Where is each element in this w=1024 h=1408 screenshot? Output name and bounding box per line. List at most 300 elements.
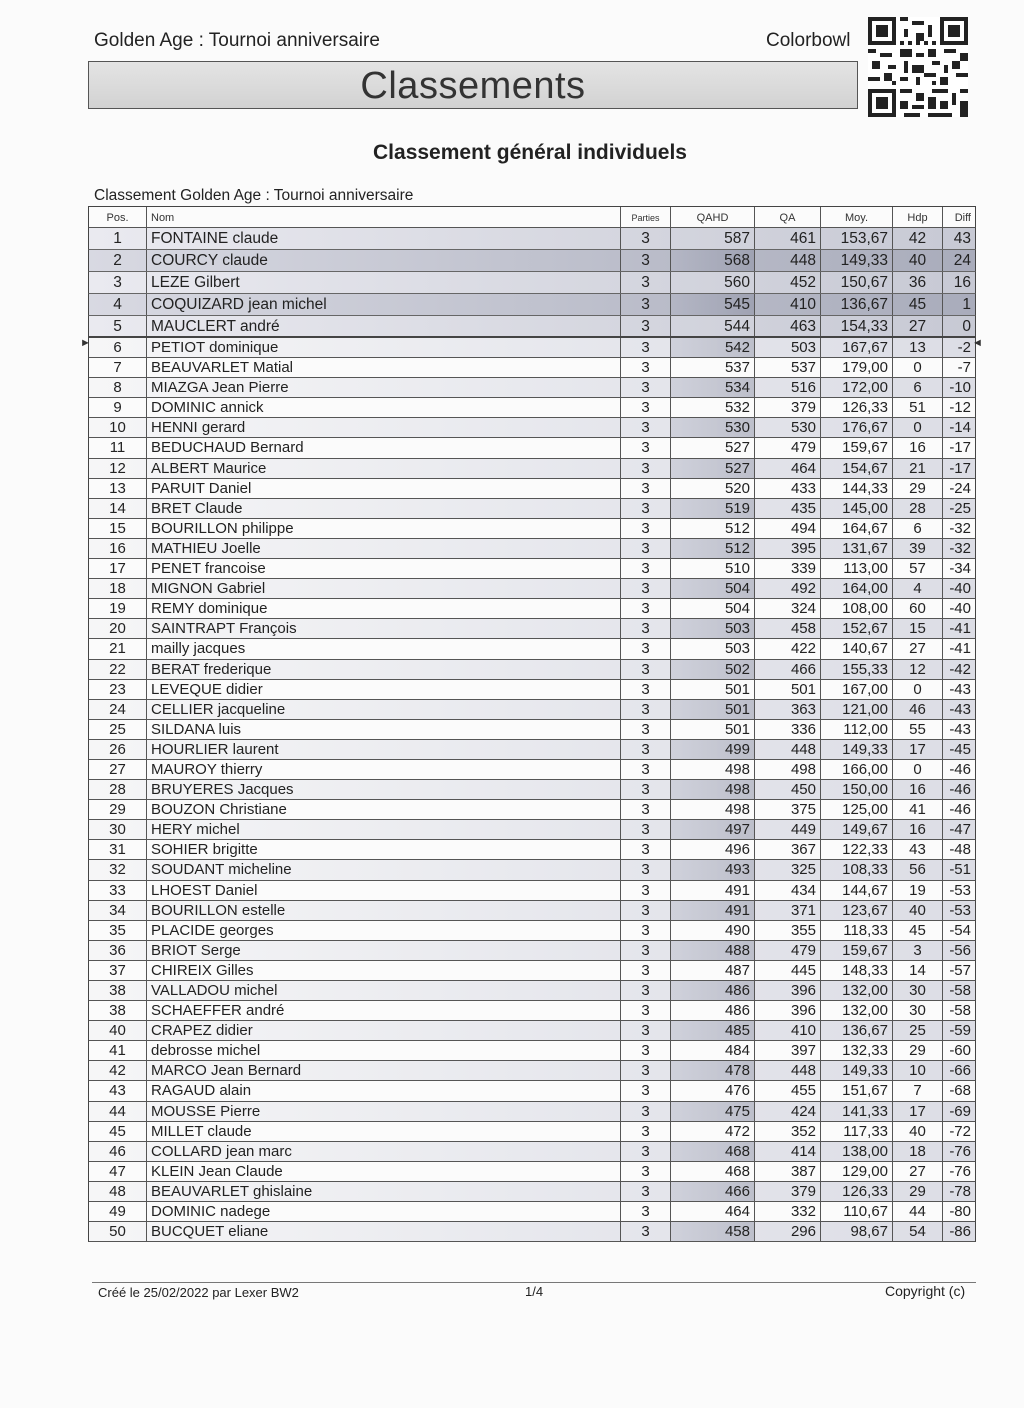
cell-qahd: 502: [671, 660, 755, 679]
cell-name: HENNI gerard: [147, 418, 621, 437]
cell-handicap: 25: [893, 1021, 943, 1040]
cell-pos: 7: [89, 358, 147, 377]
cell-average: 159,67: [821, 438, 893, 457]
table-row: [88, 1021, 976, 1041]
cell-qahd: 475: [671, 1102, 755, 1121]
cell-pos: 10: [89, 418, 147, 437]
cell-average: 132,00: [821, 1001, 893, 1020]
cell-pos: 15: [89, 519, 147, 538]
cell-games: 3: [621, 760, 671, 779]
cell-average: 129,00: [821, 1162, 893, 1181]
cell-pos: 1: [89, 228, 147, 249]
cell-qa: 461: [755, 228, 821, 249]
cell-average: 148,33: [821, 961, 893, 980]
table-row: [88, 860, 976, 880]
cell-diff: -45: [949, 740, 971, 758]
cell-average: 136,67: [821, 294, 893, 315]
cell-qahd: 530: [671, 418, 755, 437]
cell-games: 3: [621, 820, 671, 839]
cell-qa: 352: [755, 1122, 821, 1141]
table-row: [88, 519, 976, 539]
cell-qahd: 488: [671, 941, 755, 960]
cell-handicap: 6: [893, 519, 943, 538]
cell-handicap: 4: [893, 579, 943, 598]
cell-handicap: 29: [893, 1182, 943, 1201]
cell-average: 164,00: [821, 579, 893, 598]
cell-qa: 530: [755, 418, 821, 437]
cell-pos: 40: [89, 1021, 147, 1040]
cell-pos: 29: [89, 800, 147, 819]
cell-name: SAINTRAPT François: [147, 619, 621, 638]
cell-handicap: 40: [893, 901, 943, 920]
cell-handicap: 27: [893, 639, 943, 658]
cell-handicap: 42: [893, 228, 943, 249]
cell-average: 167,00: [821, 680, 893, 699]
cell-diff: -14: [949, 419, 971, 437]
venue-name: Colorbowl: [766, 30, 851, 51]
cell-games: 3: [621, 921, 671, 940]
cell-pos: 44: [89, 1102, 147, 1121]
cell-name: BRUYERES Jacques: [147, 780, 621, 799]
cell-average: 153,67: [821, 228, 893, 249]
cell-diff: -56: [949, 941, 971, 959]
cell-diff: -46: [949, 760, 971, 778]
table-row: [88, 599, 976, 619]
cell-qa: 395: [755, 539, 821, 558]
table-row: [88, 820, 976, 840]
cell-qa: 501: [755, 680, 821, 699]
cell-average: 150,00: [821, 780, 893, 799]
cell-pos: 36: [89, 941, 147, 960]
cell-average: 145,00: [821, 499, 893, 518]
cell-average: 126,33: [821, 398, 893, 417]
cell-pos: 48: [89, 1182, 147, 1201]
cell-average: 132,33: [821, 1041, 893, 1060]
cell-average: 136,67: [821, 1021, 893, 1040]
cell-qahd: 486: [671, 981, 755, 1000]
cell-pos: 47: [89, 1162, 147, 1181]
cell-qa: 435: [755, 499, 821, 518]
cell-pos: 41: [89, 1041, 147, 1060]
cell-games: 3: [621, 740, 671, 759]
cell-qa: 396: [755, 981, 821, 1000]
cell-average: 141,33: [821, 1102, 893, 1121]
cell-qa: 494: [755, 519, 821, 538]
cell-qahd: 493: [671, 860, 755, 879]
cell-handicap: 44: [893, 1202, 943, 1221]
cell-qahd: 472: [671, 1122, 755, 1141]
cell-qa: 449: [755, 820, 821, 839]
cell-games: 3: [621, 1061, 671, 1080]
cell-diff: -17: [949, 459, 971, 477]
cell-average: 121,00: [821, 700, 893, 719]
cell-handicap: 55: [893, 720, 943, 739]
cell-diff: -54: [949, 921, 971, 939]
table-row: [88, 619, 976, 639]
cell-diff: 1: [962, 296, 971, 313]
cell-handicap: 30: [893, 1001, 943, 1020]
cell-handicap: 17: [893, 740, 943, 759]
cell-name: MATHIEU Joelle: [147, 539, 621, 558]
cell-handicap: 43: [893, 840, 943, 859]
cell-handicap: 46: [893, 700, 943, 719]
table-row: [88, 1142, 976, 1162]
cell-qahd: 485: [671, 1021, 755, 1040]
table-row: [88, 921, 976, 941]
cell-games: 3: [621, 559, 671, 578]
cell-pos: 13: [89, 479, 147, 498]
cell-handicap: 56: [893, 860, 943, 879]
cell-pos: 38: [89, 981, 147, 1000]
table-row: [88, 1122, 976, 1142]
cell-qahd: 486: [671, 1001, 755, 1020]
cell-diff: -72: [949, 1122, 971, 1140]
cell-games: 3: [621, 250, 671, 271]
cell-diff: -2: [957, 339, 971, 356]
cell-handicap: 16: [893, 780, 943, 799]
cell-qa: 516: [755, 378, 821, 397]
cell-qahd: 466: [671, 1182, 755, 1201]
table-row: [88, 438, 976, 458]
cell-pos: 11: [89, 438, 147, 457]
cell-average: 164,67: [821, 519, 893, 538]
cell-games: 3: [621, 228, 671, 249]
cell-qahd: 458: [671, 1222, 755, 1241]
cell-pos: 35: [89, 921, 147, 940]
cell-pos: 30: [89, 820, 147, 839]
table-row: [88, 1001, 976, 1021]
cell-name: PENET francoise: [147, 559, 621, 578]
cell-handicap: 0: [893, 358, 943, 377]
table-row: [88, 981, 976, 1001]
cell-average: 140,67: [821, 639, 893, 658]
cell-qahd: 501: [671, 680, 755, 699]
cell-qa: 448: [755, 1061, 821, 1080]
cell-average: 154,67: [821, 459, 893, 478]
table-row: [88, 479, 976, 499]
col-header-average: Moy.: [821, 207, 893, 227]
cell-qa: 397: [755, 1041, 821, 1060]
footer-page-number: 1/4: [525, 1284, 544, 1299]
table-row: [88, 579, 976, 599]
cell-qahd: 498: [671, 800, 755, 819]
cell-name: MARCO Jean Bernard: [147, 1061, 621, 1080]
cell-diff: -41: [949, 640, 971, 658]
cell-handicap: 0: [893, 418, 943, 437]
cell-diff: -68: [949, 1082, 971, 1100]
cell-diff: 24: [953, 252, 971, 269]
cell-qahd: 537: [671, 358, 755, 377]
cell-name: REMY dominique: [147, 599, 621, 618]
cell-name: SOHIER brigitte: [147, 840, 621, 859]
table-row: [88, 272, 976, 294]
cell-name: DOMINIC annick: [147, 398, 621, 417]
cell-name: CHIREIX Gilles: [147, 961, 621, 980]
cell-handicap: 19: [893, 881, 943, 900]
cell-games: 3: [621, 1222, 671, 1241]
cell-name: BRIOT Serge: [147, 941, 621, 960]
cell-handicap: 12: [893, 660, 943, 679]
cell-qa: 332: [755, 1202, 821, 1221]
cell-handicap: 16: [893, 438, 943, 457]
cell-pos: 19: [89, 599, 147, 618]
cell-pos: 34: [89, 901, 147, 920]
cell-diff: 43: [953, 230, 971, 247]
cell-qahd: 512: [671, 539, 755, 558]
cell-games: 3: [621, 1081, 671, 1100]
cell-games: 3: [621, 1202, 671, 1221]
cell-pos: 49: [89, 1202, 147, 1221]
cell-average: 151,67: [821, 1081, 893, 1100]
cell-qa: 424: [755, 1102, 821, 1121]
cell-average: 132,00: [821, 981, 893, 1000]
cell-games: 3: [621, 579, 671, 598]
cell-qa: 492: [755, 579, 821, 598]
cell-pos: 32: [89, 860, 147, 879]
cell-name: FONTAINE claude: [147, 228, 621, 249]
cell-qa: 448: [755, 250, 821, 271]
cell-qa: 479: [755, 941, 821, 960]
cell-qahd: 503: [671, 639, 755, 658]
cell-average: 149,33: [821, 1061, 893, 1080]
table-row: [88, 1061, 976, 1081]
cell-qa: 479: [755, 438, 821, 457]
cell-qahd: 491: [671, 901, 755, 920]
cell-qahd: 491: [671, 881, 755, 900]
cell-qa: 325: [755, 860, 821, 879]
cell-qahd: 468: [671, 1162, 755, 1181]
table-header-row: [88, 206, 976, 228]
cell-diff: -12: [949, 399, 971, 417]
cell-qa: 464: [755, 459, 821, 478]
cell-diff: -40: [949, 600, 971, 618]
cell-diff: 0: [962, 318, 971, 335]
cell-handicap: 17: [893, 1102, 943, 1121]
cell-diff: -46: [949, 801, 971, 819]
cell-qa: 452: [755, 272, 821, 293]
cell-diff: -48: [949, 841, 971, 859]
cell-handicap: 14: [893, 961, 943, 980]
cell-games: 3: [621, 881, 671, 900]
table-row: [88, 499, 976, 519]
cell-diff: -46: [949, 781, 971, 799]
cell-name: COLLARD jean marc: [147, 1142, 621, 1161]
cell-pos: 26: [89, 740, 147, 759]
cell-qa: 434: [755, 881, 821, 900]
cell-average: 126,33: [821, 1182, 893, 1201]
cell-handicap: 29: [893, 1041, 943, 1060]
col-header-pos: Pos.: [89, 207, 147, 227]
cell-diff: -17: [949, 439, 971, 457]
cell-qa: 466: [755, 660, 821, 679]
cell-pos: 23: [89, 680, 147, 699]
cell-handicap: 41: [893, 800, 943, 819]
cell-handicap: 3: [893, 941, 943, 960]
cell-qahd: 587: [671, 228, 755, 249]
cell-name: BOURILLON philippe: [147, 519, 621, 538]
cell-games: 3: [621, 1122, 671, 1141]
cell-average: 150,67: [821, 272, 893, 293]
cell-games: 3: [621, 800, 671, 819]
cell-qahd: 468: [671, 1142, 755, 1161]
cell-handicap: 27: [893, 1162, 943, 1181]
cell-average: 112,00: [821, 720, 893, 739]
cell-average: 152,67: [821, 619, 893, 638]
table-row: [88, 1081, 976, 1101]
cell-name: BOUZON Christiane: [147, 800, 621, 819]
cell-diff: -66: [949, 1062, 971, 1080]
cell-pos: 37: [89, 961, 147, 980]
table-row: [88, 881, 976, 901]
table-row: [88, 961, 976, 981]
cell-diff: -32: [949, 539, 971, 557]
cell-handicap: 28: [893, 499, 943, 518]
cell-handicap: 57: [893, 559, 943, 578]
cell-name: CELLIER jacqueline: [147, 700, 621, 719]
cell-games: 3: [621, 1102, 671, 1121]
table-row: [88, 378, 976, 398]
cell-average: 154,33: [821, 316, 893, 336]
cell-diff: -58: [949, 1002, 971, 1020]
cell-qahd: 504: [671, 599, 755, 618]
cell-qahd: 532: [671, 398, 755, 417]
cell-diff: -34: [949, 560, 971, 578]
cell-average: 149,33: [821, 740, 893, 759]
cell-qahd: 498: [671, 780, 755, 799]
cell-average: 123,67: [821, 901, 893, 920]
cell-average: 167,67: [821, 338, 893, 357]
cell-games: 3: [621, 378, 671, 397]
cell-qa: 387: [755, 1162, 821, 1181]
cell-handicap: 45: [893, 921, 943, 940]
cell-average: 144,67: [821, 881, 893, 900]
cell-pos: 42: [89, 1061, 147, 1080]
cell-average: 122,33: [821, 840, 893, 859]
cell-name: LEZE Gilbert: [147, 272, 621, 293]
cell-qa: 367: [755, 840, 821, 859]
cell-qahd: 545: [671, 294, 755, 315]
table-row: [88, 780, 976, 800]
cell-name: debrosse michel: [147, 1041, 621, 1060]
cell-name: COQUIZARD jean michel: [147, 294, 621, 315]
cell-games: 3: [621, 479, 671, 498]
table-row: [88, 740, 976, 760]
cell-pos: 38: [89, 1001, 147, 1020]
cell-pos: 25: [89, 720, 147, 739]
cell-name: VALLADOU michel: [147, 981, 621, 1000]
cell-games: 3: [621, 901, 671, 920]
cell-qa: 324: [755, 599, 821, 618]
cell-name: MIAZGA Jean Pierre: [147, 378, 621, 397]
cell-average: 125,00: [821, 800, 893, 819]
cell-qahd: 490: [671, 921, 755, 940]
cell-qa: 379: [755, 398, 821, 417]
cell-name: MIGNON Gabriel: [147, 579, 621, 598]
cell-diff: -25: [949, 499, 971, 517]
cell-qahd: 478: [671, 1061, 755, 1080]
cell-handicap: 16: [893, 820, 943, 839]
cell-pos: 20: [89, 619, 147, 638]
cell-diff: -43: [949, 700, 971, 718]
cell-games: 3: [621, 660, 671, 679]
cell-qa: 410: [755, 1021, 821, 1040]
cell-name: DOMINIC nadege: [147, 1202, 621, 1221]
cell-average: 149,67: [821, 820, 893, 839]
table-row: [88, 316, 976, 338]
cell-diff: -42: [949, 660, 971, 678]
footer-created: Créé le 25/02/2022 par Lexer BW2: [98, 1285, 299, 1300]
cell-games: 3: [621, 619, 671, 638]
cell-average: 166,00: [821, 760, 893, 779]
cell-name: MOUSSE Pierre: [147, 1102, 621, 1121]
cell-qa: 296: [755, 1222, 821, 1241]
cell-qahd: 487: [671, 961, 755, 980]
cell-name: HERY michel: [147, 820, 621, 839]
cell-qa: 433: [755, 479, 821, 498]
table-row: [88, 398, 976, 418]
cell-name: MAUCLERT andré: [147, 316, 621, 336]
section-subtitle: Classement général individuels: [373, 141, 687, 164]
cell-qa: 448: [755, 740, 821, 759]
cell-pos: 9: [89, 398, 147, 417]
cell-diff: -57: [949, 961, 971, 979]
cell-pos: 50: [89, 1222, 147, 1241]
cell-qa: 410: [755, 294, 821, 315]
cell-games: 3: [621, 459, 671, 478]
cell-handicap: 40: [893, 1122, 943, 1141]
cell-qa: 375: [755, 800, 821, 819]
cell-average: 138,00: [821, 1142, 893, 1161]
cut-line-left-arrow-icon: ►: [80, 337, 91, 349]
cell-diff: -7: [957, 359, 971, 377]
cell-pos: 21: [89, 639, 147, 658]
table-row: [88, 358, 976, 378]
cell-qahd: 520: [671, 479, 755, 498]
cell-games: 3: [621, 1182, 671, 1201]
cell-qahd: 498: [671, 760, 755, 779]
cell-games: 3: [621, 294, 671, 315]
cell-handicap: 6: [893, 378, 943, 397]
cell-games: 3: [621, 499, 671, 518]
cell-pos: 8: [89, 378, 147, 397]
cell-games: 3: [621, 272, 671, 293]
cell-diff: -76: [949, 1142, 971, 1160]
cell-qahd: 497: [671, 820, 755, 839]
cell-diff: -69: [949, 1102, 971, 1120]
cell-handicap: 0: [893, 680, 943, 699]
cell-qahd: 542: [671, 338, 755, 357]
cell-handicap: 39: [893, 539, 943, 558]
cell-handicap: 29: [893, 479, 943, 498]
cell-games: 3: [621, 720, 671, 739]
cell-games: 3: [621, 599, 671, 618]
cell-handicap: 36: [893, 272, 943, 293]
cell-handicap: 40: [893, 250, 943, 271]
cell-qahd: 527: [671, 438, 755, 457]
cell-qahd: 476: [671, 1081, 755, 1100]
col-header-name: Nom: [147, 207, 621, 227]
cell-name: SILDANA luis: [147, 720, 621, 739]
cell-average: 113,00: [821, 559, 893, 578]
cell-average: 131,67: [821, 539, 893, 558]
cell-qa: 458: [755, 619, 821, 638]
table-row: [88, 680, 976, 700]
cell-pos: 28: [89, 780, 147, 799]
cell-name: mailly jacques: [147, 639, 621, 658]
cell-qahd: 519: [671, 499, 755, 518]
table-row: [88, 720, 976, 740]
col-header-qahd: QAHD: [671, 207, 755, 227]
